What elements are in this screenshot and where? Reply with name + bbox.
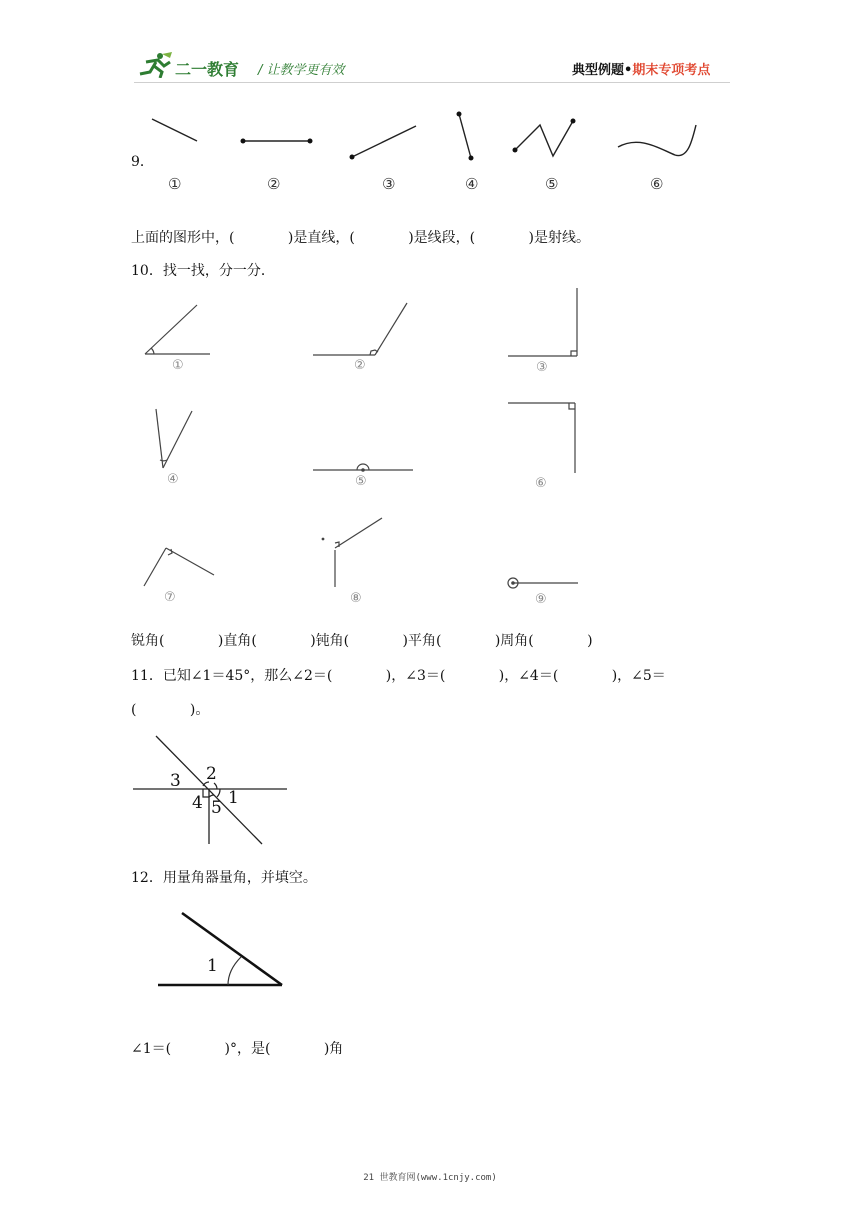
q9-label-6: ⑥ (650, 175, 664, 193)
angle-7-obtuse (144, 548, 214, 586)
q10-label-4: ④ (167, 472, 179, 487)
angle-5-straight (313, 464, 413, 471)
q10-label-8: ⑧ (350, 591, 362, 606)
angle-2-obtuse (313, 303, 407, 355)
q9-label-5: ⑤ (545, 175, 559, 193)
q12-angle-arc (228, 957, 241, 985)
q12-answer-line: ∠1＝( )°，是( )角 (131, 1041, 344, 1057)
q9-figures (140, 105, 710, 165)
q10-label-2: ② (354, 358, 366, 373)
figure-5-endpoint-b (571, 119, 576, 124)
angle-3-right (508, 288, 577, 356)
figure-2-endpoint-b (308, 139, 313, 144)
q11-label-3: 3 (170, 771, 181, 791)
angle-6-right (508, 403, 575, 473)
figure-2-endpoint-a (241, 139, 246, 144)
figure-4-segment (459, 114, 471, 158)
figure-1-line (152, 119, 197, 141)
q11-label-2: 2 (206, 764, 217, 784)
q11-arc-1 (217, 789, 220, 797)
slogan: / 让教学更有效 (258, 63, 345, 78)
angle-9-full (508, 578, 578, 588)
q10-label-1: ① (172, 358, 184, 373)
q11-figure (130, 732, 295, 850)
q11-line-2: ( )。 (131, 702, 210, 718)
q9-number: 9． (131, 154, 154, 170)
q10-answer-line: 锐角( )直角( )钝角( )平角( )周角( ) (131, 633, 593, 649)
q10-label-3: ③ (536, 360, 548, 375)
runner-logo-icon (136, 52, 174, 78)
q9-sentence: 上面的图形中，( )是直线，( )是线段，( )是射线。 (131, 230, 590, 246)
figure-5-endpoint-a (513, 148, 518, 153)
q10-label-6: ⑥ (535, 476, 547, 491)
page-footer: 21 世教育网(www.1cnjy.com) (363, 1173, 497, 1183)
figure-6-curve (618, 125, 696, 156)
header-title (572, 59, 710, 78)
header-divider (134, 82, 730, 83)
q12-slanted-ray (182, 913, 282, 985)
q9-label-4: ④ (465, 175, 479, 193)
q11-label-5: 5 (211, 798, 222, 818)
q11-label-4: 4 (192, 793, 203, 813)
angle-8-obtuse (322, 518, 382, 587)
q10-label-5: ⑤ (355, 474, 367, 489)
q9-label-1: ① (168, 175, 182, 193)
q11-right-angle-mark (203, 789, 209, 797)
q12-angle-label: 1 (207, 956, 218, 976)
q9-label-2: ② (267, 175, 281, 193)
q9-label-3: ③ (382, 175, 396, 193)
q12-title: 12．用量角器量角，并填空。 (131, 870, 317, 886)
header-title-black: 典型例题• (572, 63, 633, 78)
figure-5-polyline (515, 121, 573, 156)
q10-label-9: ⑨ (535, 592, 547, 607)
angle-4-acute (156, 409, 192, 468)
q10-label-7: ⑦ (164, 590, 176, 605)
q10-angle-figures (130, 285, 600, 620)
brand-name: 二一教育 (175, 60, 240, 79)
q12-figure (150, 905, 290, 995)
q11-label-1: 1 (228, 788, 239, 808)
angle-1-acute (145, 305, 210, 354)
q11-line-1: 11．已知∠1＝45°，那么∠2＝( )，∠3＝( )，∠4＝( )，∠5＝ (131, 668, 666, 684)
figure-4-endpoint-a (457, 112, 462, 117)
q11-arc-5 (209, 795, 214, 797)
figure-4-endpoint-b (469, 156, 474, 161)
q10-title: 10．找一找，分一分． (131, 263, 275, 279)
figure-3-ray (352, 126, 416, 157)
figure-3-endpoint (350, 155, 355, 160)
header-title-red: 期末专项考点 (632, 63, 711, 78)
